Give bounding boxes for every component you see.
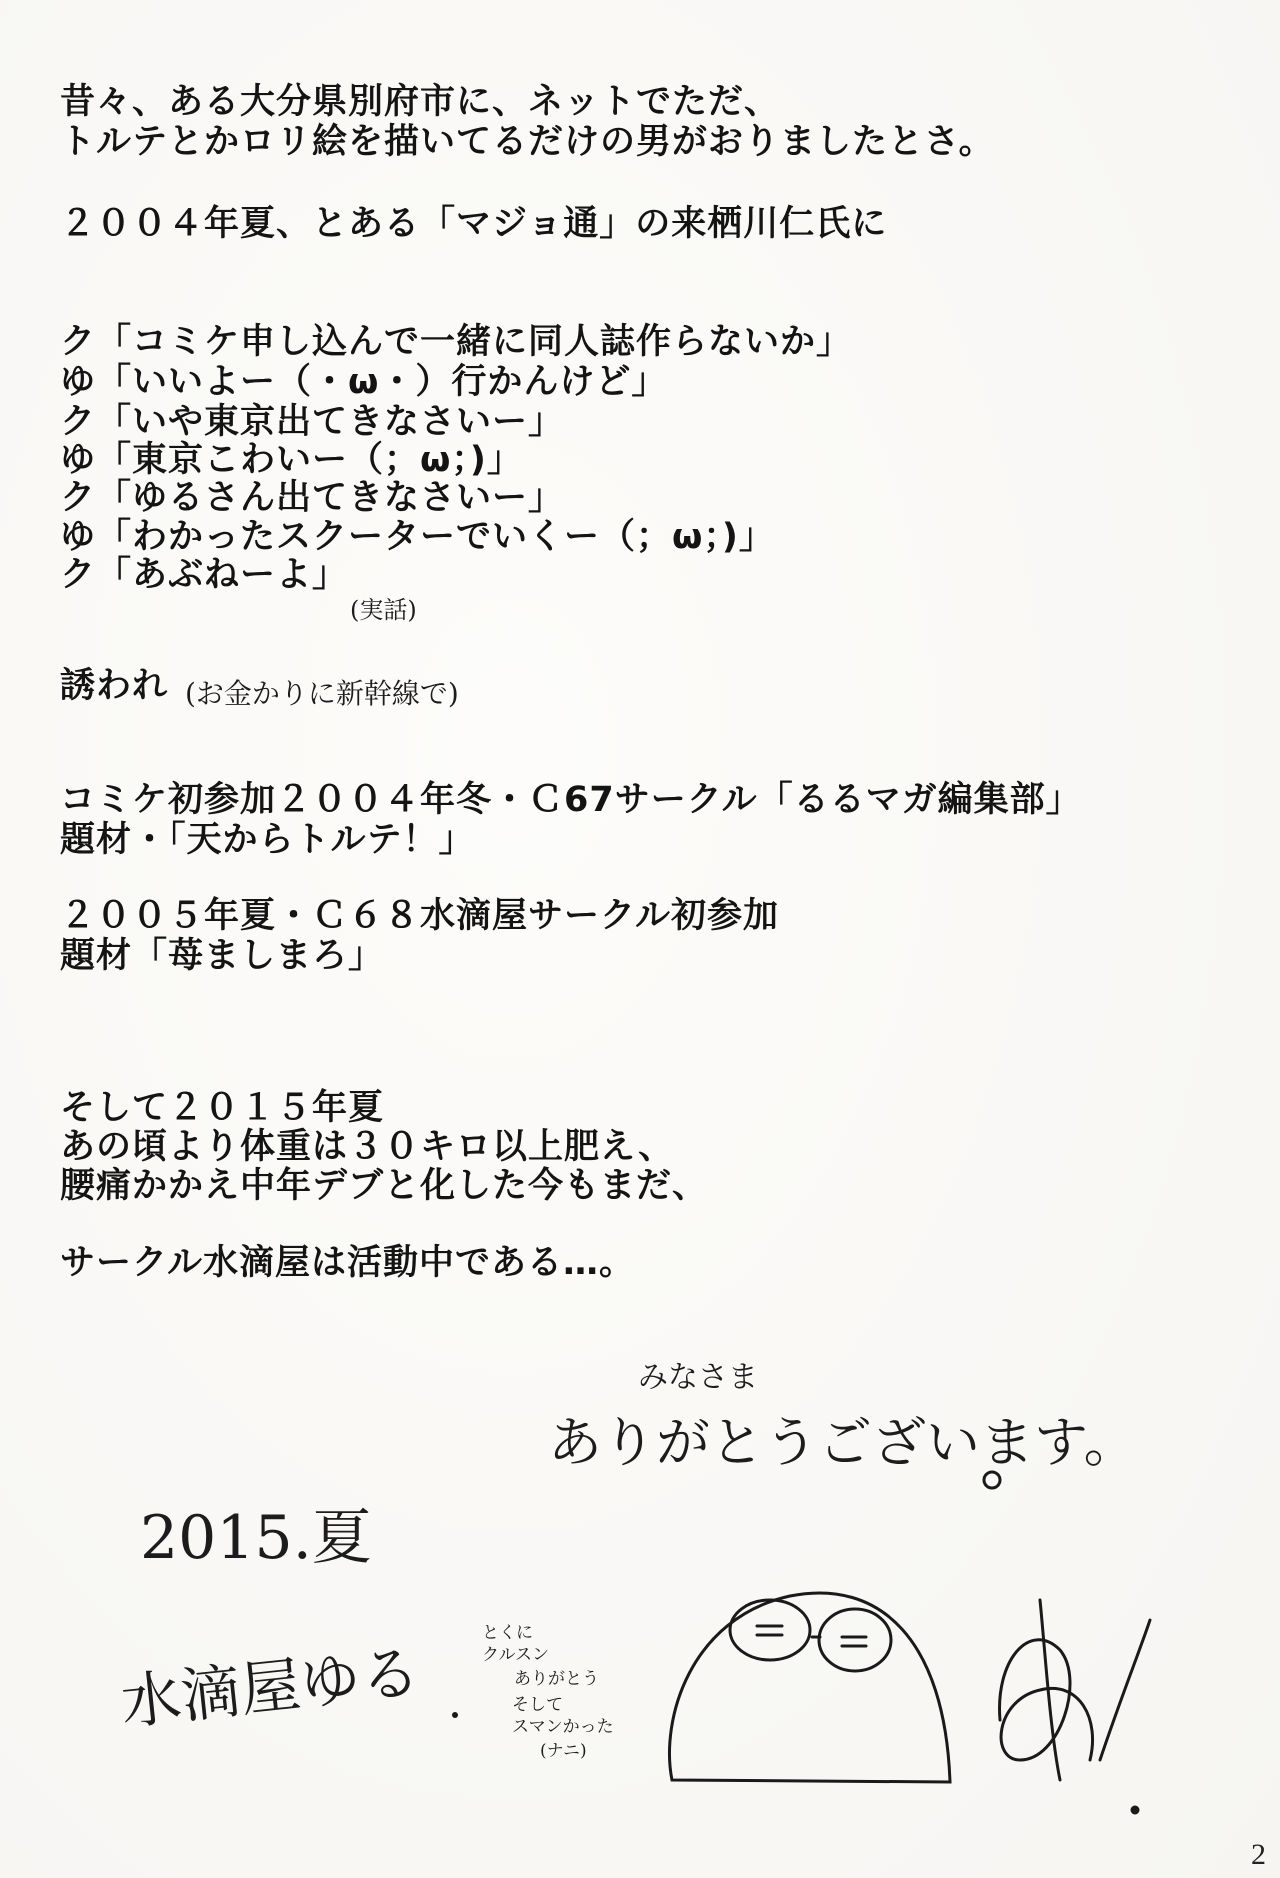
intro-line-2: トルテとかロリ絵を描いてるだけの男がおりましたとさ。	[60, 122, 995, 162]
page-number: 2	[1251, 1838, 1266, 1871]
dialogue-line: ク「あぶねーよ」	[60, 555, 349, 595]
special-thanks-line: クルスン	[482, 1645, 549, 1665]
invited-line: 誘われ	[60, 666, 169, 706]
true-story-note: (実話)	[350, 596, 417, 624]
closing-line-1: そして２０１５年夏	[60, 1088, 385, 1128]
summer-2004-line: ２００４年夏、とある「マジョ通」の来栖川仁氏に	[60, 204, 888, 244]
dialogue-line: ゆ「東京こわいー（；ω；)」	[60, 440, 523, 480]
dialogue-line: ク「コミケ申し込んで一緒に同人誌作らないか」	[60, 322, 853, 362]
special-thanks-line: そして	[512, 1695, 563, 1715]
yu-signature-icon	[1000, 1600, 1150, 1813]
dialogue-line: ゆ「わかったスクーターでいくー（；ω；)」	[60, 517, 775, 557]
dialogue-line: ク「いや東京出てきなさいー」	[60, 402, 565, 442]
invited-note: (お金かりに新幹線で)	[185, 677, 459, 710]
c67-line: コミケ初参加２００４年冬・Ｃ67サークル「るるマガ編集部」	[60, 780, 1082, 820]
closing-line-3: 腰痛かかえ中年デブと化した今もまだ、	[60, 1166, 709, 1206]
closing-line-2: あの頃より体重は３０キロ以上肥え、	[60, 1127, 675, 1167]
c68-subject-line: 題材「苺ましまろ」	[60, 936, 385, 976]
thank-you-note: ありがとうございます。	[548, 1411, 1138, 1474]
circle-signature: 水滴屋ゆる	[117, 1637, 424, 1739]
c68-line: ２００５年夏・Ｃ６８水滴屋サークル初参加	[60, 896, 779, 936]
special-thanks-line: ありがとう	[514, 1669, 599, 1689]
special-thanks-line: とくに	[482, 1623, 533, 1643]
dialogue-line: ク「ゆるさん出てきなさいー」	[60, 478, 565, 518]
c67-subject-line: 題材・「天からトルテ！」	[60, 820, 475, 860]
closing-line-4: サークル水滴屋は活動中である…。	[60, 1243, 635, 1283]
dialogue-line: ゆ「いいよー（・ω・）行かんけど」	[60, 362, 668, 402]
intro-line-1: 昔々、ある大分県別府市に、ネットでただ、	[60, 82, 781, 122]
special-thanks-line: スマンかった	[512, 1717, 614, 1737]
round-face-doodle-icon	[670, 1593, 950, 1782]
special-thanks-line: (ナニ)	[540, 1741, 587, 1761]
everyone-note: みなさま	[638, 1360, 758, 1395]
date-note: 2015.夏	[140, 1503, 372, 1573]
